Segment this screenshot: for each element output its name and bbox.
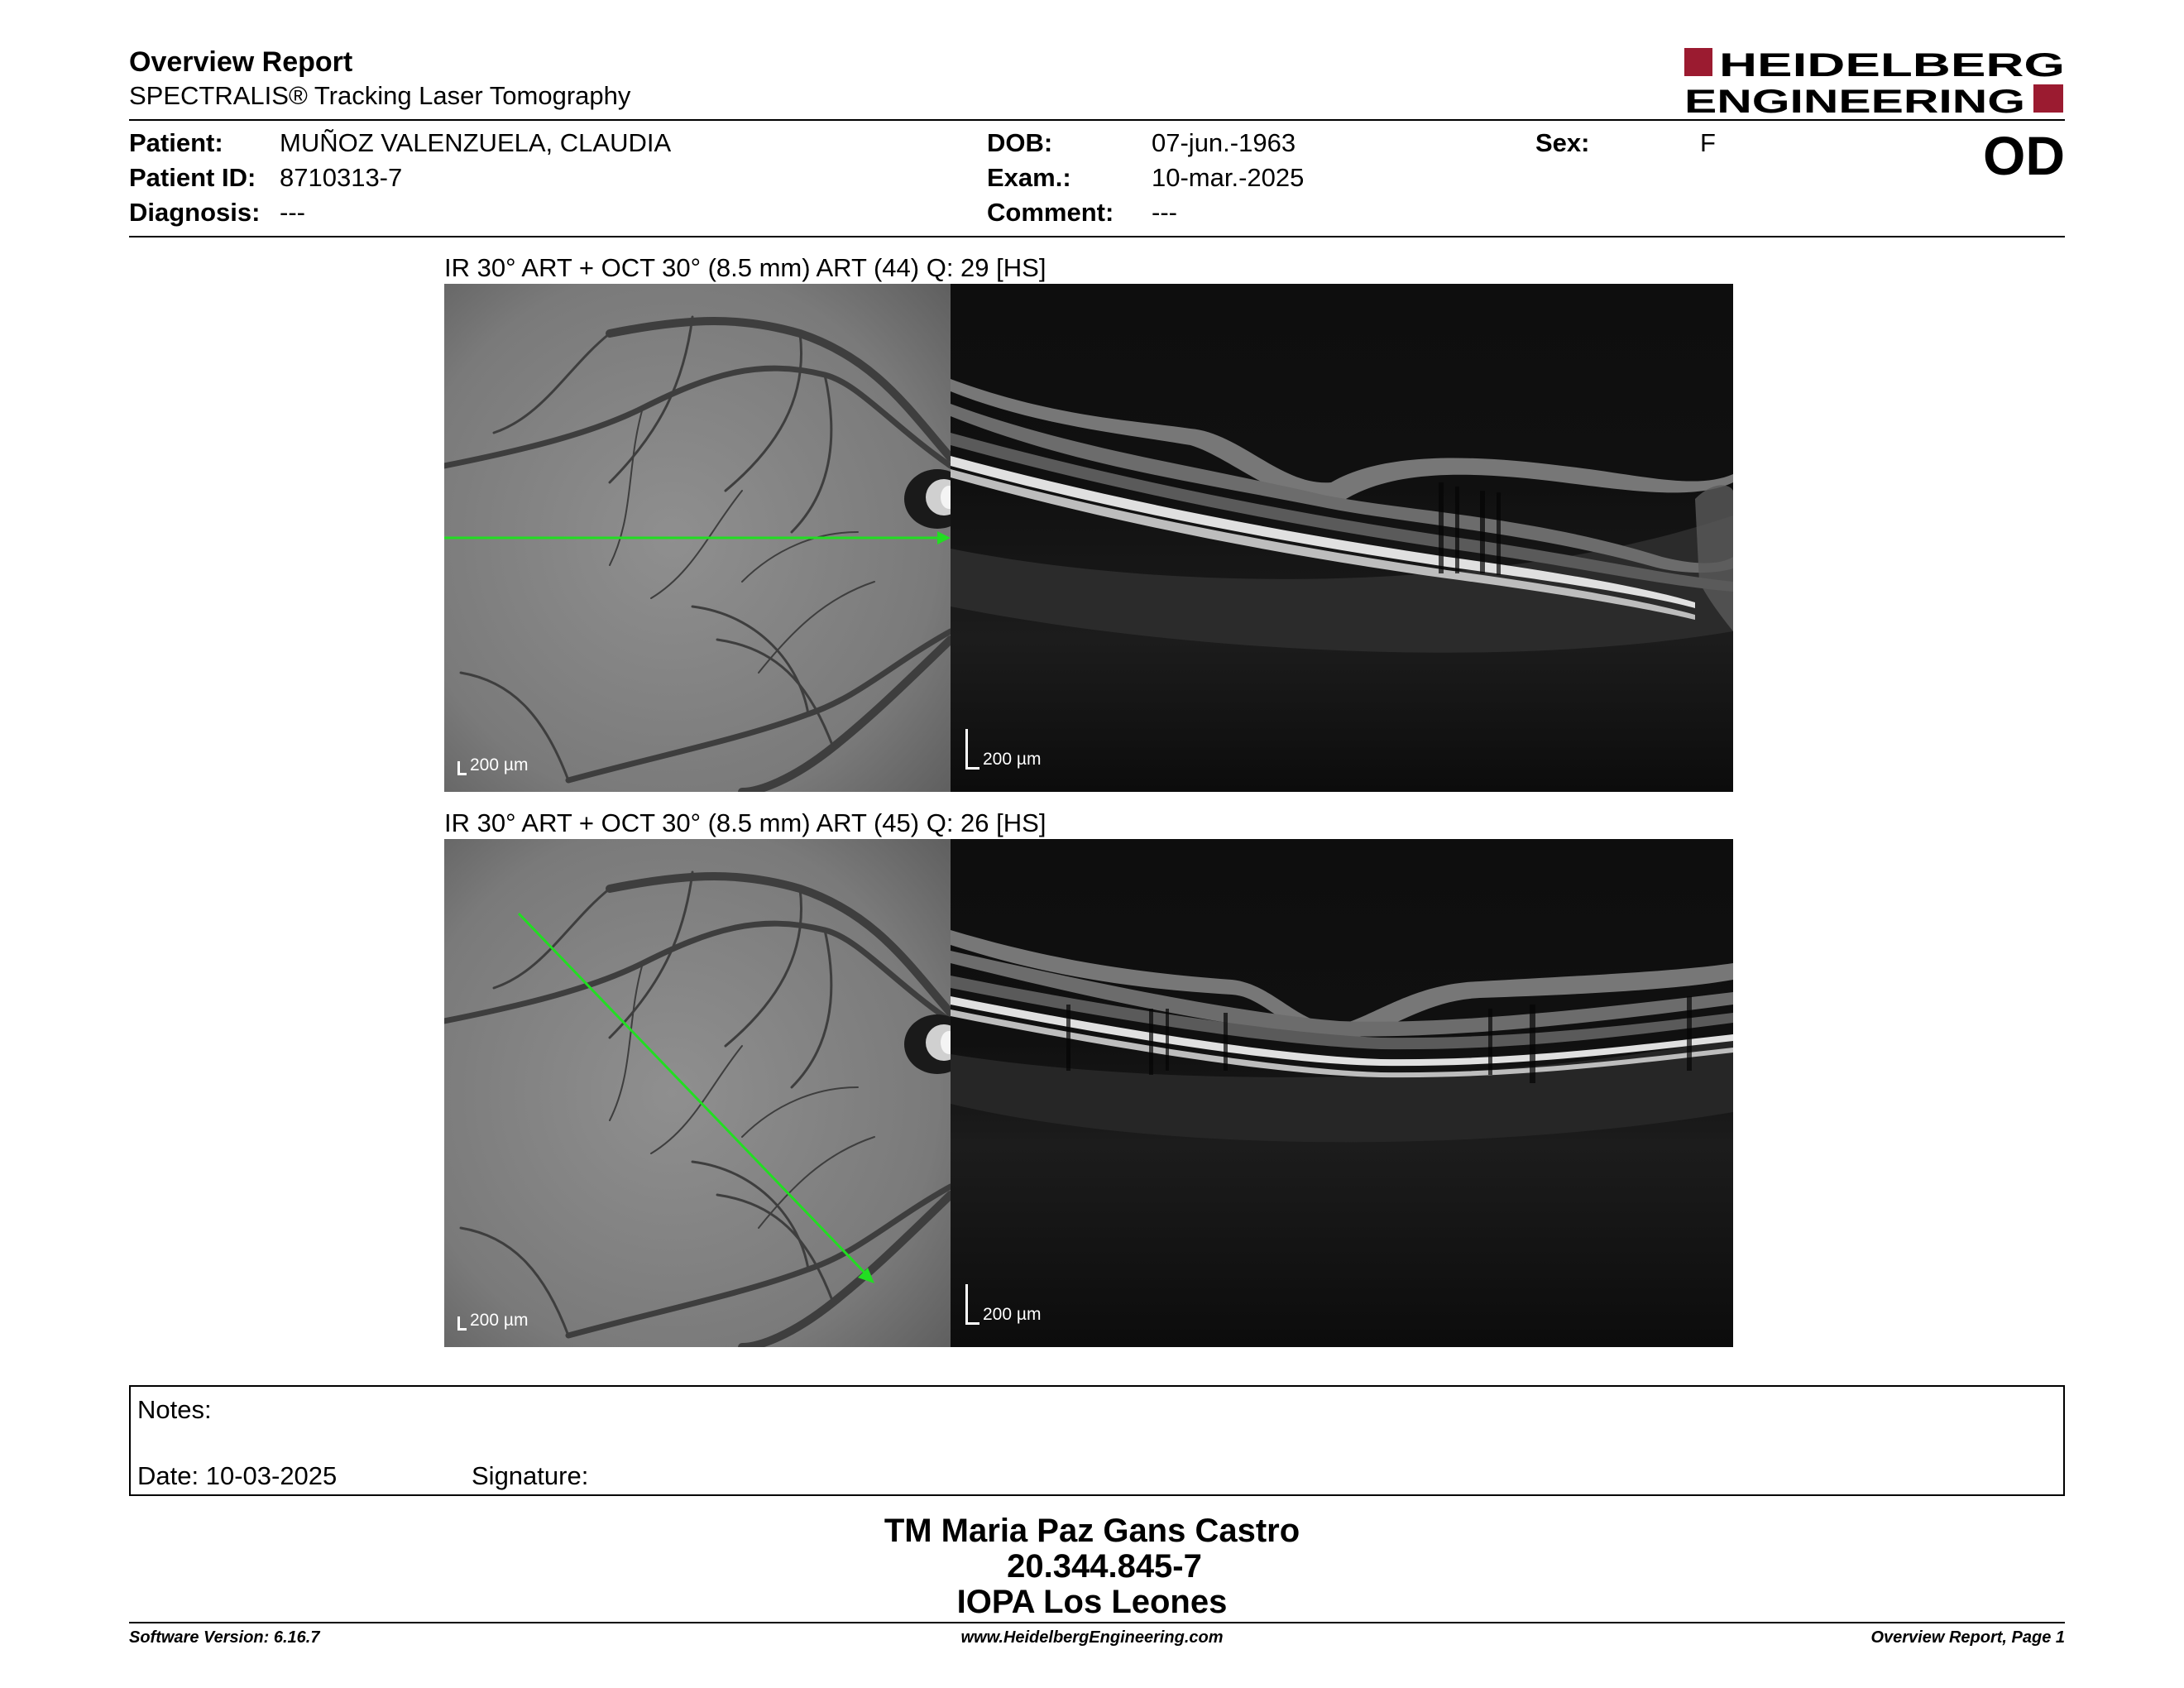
logo-square-top (1684, 48, 1712, 76)
scale-bar-icon (965, 729, 979, 770)
scan-2-fundus-scale-label: 200 µm (470, 1311, 529, 1330)
footer-divider (129, 1622, 2065, 1623)
scale-bar-icon (965, 1284, 979, 1325)
sex-value: F (1700, 128, 1716, 157)
scan-1-fundus-image (444, 284, 951, 792)
patient-divider (129, 236, 2065, 237)
diagnosis-value: --- (280, 198, 305, 227)
scan-2-oct-image (951, 839, 1733, 1347)
sex-label: Sex: (1535, 128, 1590, 157)
eye-indicator: OD (1983, 125, 2065, 186)
notes-label: Notes: (137, 1395, 212, 1424)
patient-label: Patient: (129, 128, 223, 157)
notes-box[interactable] (129, 1385, 2065, 1496)
scan-2-oct-scale (965, 1284, 1041, 1325)
scan-2-fundus-image (444, 839, 951, 1347)
scan-2-panel (444, 839, 1733, 1347)
patient-name: MUÑOZ VALENZUELA, CLAUDIA (280, 128, 672, 157)
scan-1-title: IR 30° ART + OCT 30° (8.5 mm) ART (44) Q: 29 [HS] (444, 253, 1046, 282)
scan-2-fundus-scale (457, 1311, 528, 1331)
diagnosis-label: Diagnosis: (129, 198, 261, 227)
scan-2-title: IR 30° ART + OCT 30° (8.5 mm) ART (45) Q: 26 [HS] (444, 808, 1046, 837)
scan-1-oct-scale-label: 200 µm (983, 750, 1042, 769)
comment-value: --- (1152, 198, 1177, 227)
website-link[interactable]: www.HeidelbergEngineering.com (960, 1628, 1224, 1647)
stamp-name: TM Maria Paz Gans Castro (884, 1513, 1300, 1549)
date-label: Date: 10-03-2025 (137, 1461, 338, 1490)
exam-value: 10-mar.-2025 (1152, 163, 1305, 192)
stamp-institution: IOPA Los Leones (956, 1584, 1228, 1620)
dob-label: DOB: (987, 128, 1053, 157)
logo-line2: ENGINEERING (1684, 84, 2025, 116)
scan-1-oct-image (951, 284, 1733, 792)
report-title: Overview Report (129, 46, 353, 78)
patient-id-label: Patient ID: (129, 163, 256, 192)
comment-label: Comment: (987, 198, 1114, 227)
software-version: Software Version: 6.16.7 (129, 1628, 320, 1647)
logo-line1: HEIDELBERG (1719, 47, 2065, 84)
stamp-id: 20.344.845-7 (1007, 1548, 1202, 1585)
logo-square-bottom (2033, 84, 2063, 113)
scale-bar-icon (457, 761, 467, 775)
signature-label: Signature: (472, 1461, 589, 1490)
heidelberg-logo (1684, 46, 2065, 116)
patient-id: 8710313-7 (280, 163, 403, 192)
scale-bar-icon (457, 1316, 467, 1331)
scan-1-fundus-scale (457, 755, 528, 775)
page-number: Overview Report, Page 1 (1870, 1628, 2065, 1647)
scan-2-oct-scale-label: 200 µm (983, 1305, 1042, 1324)
scan-1-panel (444, 284, 1733, 792)
report-subtitle: SPECTRALIS® Tracking Laser Tomography (129, 81, 631, 110)
scan-1-fundus-scale-label: 200 µm (470, 755, 529, 774)
dob-value: 07-jun.-1963 (1152, 128, 1296, 157)
header-divider (129, 119, 2065, 121)
scan-1-oct-scale (965, 729, 1041, 770)
exam-label: Exam.: (987, 163, 1071, 192)
